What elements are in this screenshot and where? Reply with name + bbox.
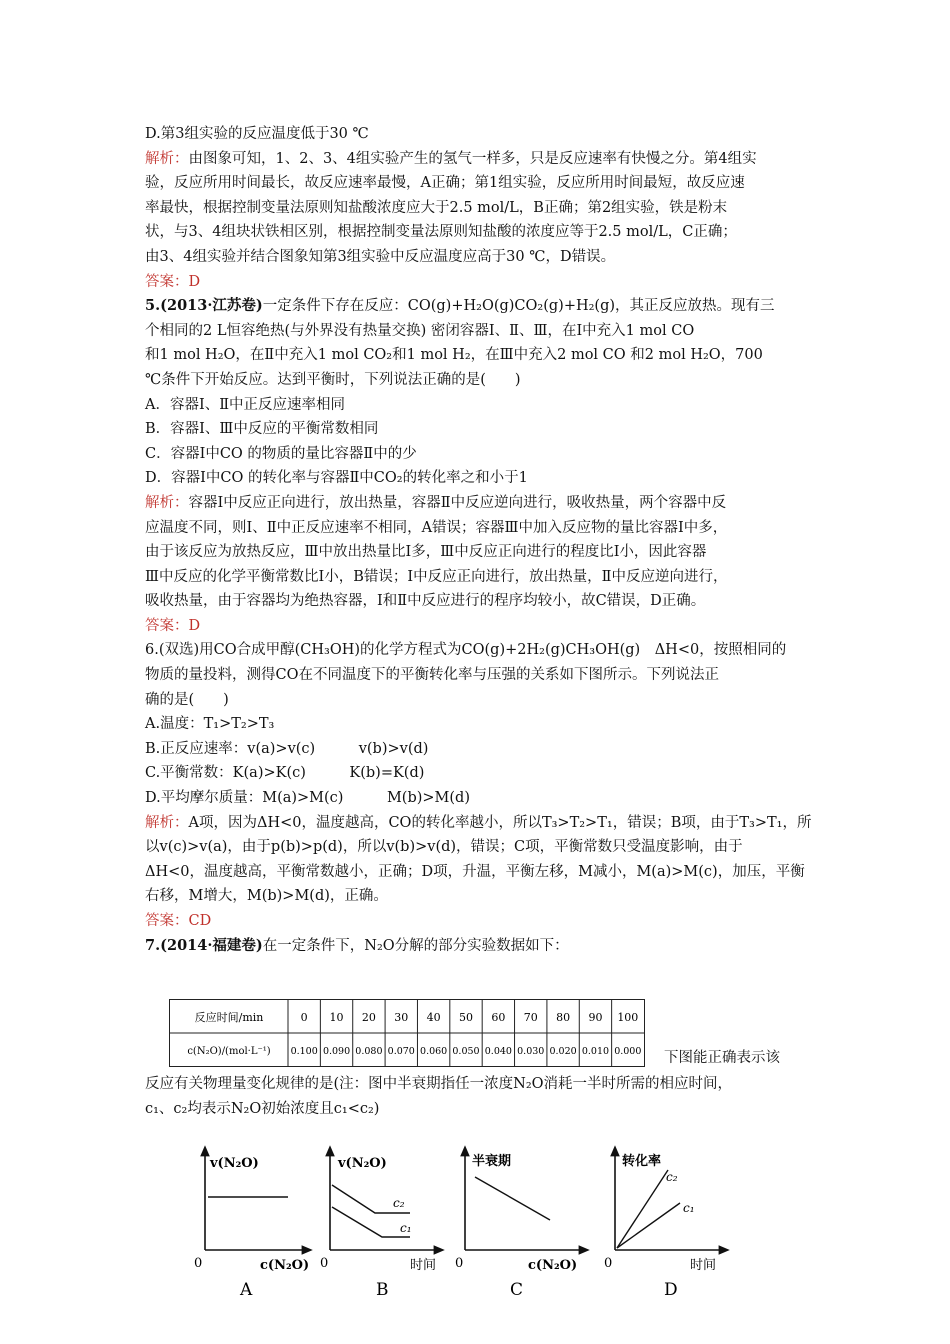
chart-d-line-c2 bbox=[617, 1170, 668, 1248]
table-cell-time: 40 bbox=[426, 1011, 441, 1024]
table-cell-time: 50 bbox=[459, 1011, 473, 1024]
table-cell-time: 70 bbox=[523, 1011, 538, 1024]
chart-a bbox=[194, 1150, 309, 1300]
line-lead: 验，反应所用时间最长，故反应速率最慢，A正确；第1组实验，反应所用时间最短，故反应速 bbox=[145, 175, 745, 192]
text-line bbox=[145, 294, 815, 319]
chart-d-c2: c₂ bbox=[666, 1170, 678, 1184]
text-line bbox=[145, 270, 815, 295]
line-lead: 吸收热量，由于容器均为绝热容器，Ⅰ和Ⅱ中反应进行的程序均较小，故C错误，D正确。 bbox=[145, 593, 706, 610]
chart-b-c1: c₁ bbox=[400, 1221, 412, 1235]
chart-c-letter: C bbox=[510, 1280, 524, 1300]
text-line bbox=[145, 860, 815, 885]
line-lead: ΔH<0，温度越高，平衡常数越小，正确；D项，升温，平衡左移，M减小，M(a)>M(c)，加压，平衡 bbox=[145, 863, 805, 880]
line-lead: 率最快，根据控制变量法原则知盐酸浓度应大于2.5 mol/L，B正确；第2组实验，铁是粉末 bbox=[145, 199, 728, 216]
line-lead: A．容器Ⅰ、Ⅱ中正反应速率相同 bbox=[145, 396, 346, 413]
chart-d-xlabel: 时间 bbox=[690, 1258, 717, 1273]
text-line bbox=[145, 712, 815, 737]
line-lead: 右移，M增大，M(b)>M(d)，正确。 bbox=[145, 888, 388, 905]
line-lead: D.第3组实验的反应温度低于30 ℃ bbox=[145, 126, 369, 142]
chart-b-c2: c₂ bbox=[393, 1196, 405, 1210]
chart-b-ylabel: v(N₂O) bbox=[338, 1156, 387, 1171]
chart-d-c1: c₁ bbox=[683, 1201, 695, 1215]
chart-b-line-c1 bbox=[332, 1207, 410, 1237]
data-table bbox=[169, 999, 645, 1067]
chart-c-xlabel: c(N₂O) bbox=[528, 1258, 578, 1273]
line-lead: 确的是( ) bbox=[145, 691, 229, 708]
table-cell-conc: 0.010 bbox=[581, 1046, 610, 1057]
table-cell-conc: 0.070 bbox=[387, 1046, 415, 1057]
text-line bbox=[145, 245, 815, 270]
line-lead: 以v(c)>v(a)，由于p(b)>p(d)，所以v(b)>v(d)，错误；C项，平衡常数只受温度影响，由于 bbox=[145, 839, 743, 856]
chart-c-line bbox=[475, 1177, 550, 1220]
text-line bbox=[145, 811, 815, 836]
line-lead: 和1 mol H₂O，在Ⅱ中充入1 mol CO₂和1 mol H₂，在Ⅲ中充入2 mol CO 和2 mol H₂O，700 bbox=[145, 347, 763, 364]
line-lead: B．容器Ⅰ、Ⅲ中反应的平衡常数相同 bbox=[145, 421, 379, 438]
table-cell-conc: 0.080 bbox=[355, 1046, 383, 1057]
text-line bbox=[145, 368, 815, 393]
text-line bbox=[145, 737, 815, 762]
text-line bbox=[145, 909, 815, 934]
text-line bbox=[145, 786, 815, 811]
table-cell-conc: 0.090 bbox=[322, 1046, 351, 1057]
after-table-lines bbox=[145, 1072, 732, 1121]
table-cell-time: 100 bbox=[617, 1011, 639, 1024]
table-cell-conc: 0.030 bbox=[517, 1046, 545, 1057]
text-line bbox=[145, 196, 815, 221]
after-line-2: c₁、c₂均表示N₂O初始浓度且c₁<c₂) bbox=[145, 1100, 380, 1117]
text-line bbox=[145, 614, 815, 639]
data-table-grid bbox=[170, 1000, 644, 1066]
line-lead: 6.(双选)用CO合成甲醇(CH₃OH)的化学方程式为CO(g)+2H₂(g)CH₃OH(g) ΔH<0，按照相同的 bbox=[145, 642, 787, 659]
chart-a-letter: A bbox=[240, 1280, 253, 1300]
after-line-1: 反应有关物理量变化规律的是(注：图中半衰期指任一浓度N₂O消耗一半时所需的相应时间， bbox=[145, 1076, 733, 1092]
text-line bbox=[145, 663, 815, 688]
line-lead: D.平均摩尔质量：M(a)>M(c) M(b)>M(d) bbox=[145, 790, 470, 807]
line-lead: 解析： bbox=[145, 814, 189, 831]
document-body bbox=[145, 122, 815, 958]
line-lead: 解析： bbox=[145, 494, 189, 511]
line-lead: 7.(2014·福建卷) bbox=[145, 936, 263, 954]
line-lead: 5.(2013·江苏卷) bbox=[145, 297, 263, 315]
chart-a-origin: 0 bbox=[194, 1256, 203, 1271]
table-cell-conc: 0.020 bbox=[549, 1046, 577, 1057]
table-cell-time: 10 bbox=[329, 1011, 344, 1024]
chart-d-line-c1 bbox=[617, 1203, 680, 1248]
text-line bbox=[145, 319, 815, 344]
text-line bbox=[145, 466, 815, 491]
text-line bbox=[145, 171, 815, 196]
table-header-conc: c(N₂O)/(mol·L⁻¹) bbox=[187, 1046, 271, 1057]
line-lead: D．容器Ⅰ中CO 的转化率与容器Ⅱ中CO₂的转化率之和小于1 bbox=[145, 470, 528, 487]
text-line bbox=[145, 122, 815, 147]
table-cell-conc: 0.000 bbox=[614, 1046, 642, 1057]
chart-a-xlabel: c(N₂O) bbox=[260, 1258, 310, 1273]
line-rest: A项，因为ΔH<0，温度越高，CO的转化率越小，所以T₃>T₂>T₁，错误；B项，由于T₃>T₁，所 bbox=[188, 814, 812, 831]
chart-c-origin: 0 bbox=[455, 1256, 464, 1271]
table-cell-time: 0 bbox=[300, 1011, 308, 1024]
line-lead: 物质的量投料，测得CO在不同温度下的平衡转化率与压强的关系如下图所示。下列说法正 bbox=[145, 667, 719, 684]
line-lead: 由3、4组实验并结合图象知第3组实验中反应温度应高于30 ℃，D错误。 bbox=[145, 248, 616, 265]
line-rest: 在一定条件下，N₂O分解的部分实验数据如下： bbox=[262, 937, 569, 954]
chart-c-ylabel: 半衰期 bbox=[472, 1154, 512, 1169]
text-line bbox=[145, 343, 815, 368]
line-rest: D bbox=[188, 617, 201, 634]
table-cell-time: 30 bbox=[394, 1011, 409, 1024]
text-line bbox=[145, 884, 815, 909]
chart-b-xlabel: 时间 bbox=[410, 1258, 437, 1273]
chart-b bbox=[320, 1150, 440, 1300]
line-lead: 应温度不同，则Ⅰ、Ⅱ中正反应速率不相同，A错误；容器Ⅲ中加入反应物的量比容器Ⅰ中多， bbox=[145, 519, 728, 536]
text-line bbox=[145, 147, 815, 172]
text-line bbox=[145, 516, 815, 541]
line-lead: 个相同的2 L恒容绝热(与外界没有热量交换) 密闭容器Ⅰ、Ⅱ、Ⅲ，在Ⅰ中充入1 mol CO bbox=[145, 322, 695, 339]
chart-d bbox=[604, 1150, 725, 1300]
line-lead: B.正反应速率：v(a)>v(c) v(b)>v(d) bbox=[145, 740, 429, 757]
line-lead: A.温度：T₁>T₂>T₃ bbox=[145, 716, 275, 733]
line-lead: 答案： bbox=[145, 273, 189, 290]
line-lead: C.平衡常数：K(a)>K(c) K(b)=K(d) bbox=[145, 765, 425, 782]
chart-b-origin: 0 bbox=[320, 1256, 329, 1271]
text-line bbox=[145, 638, 815, 663]
text-line bbox=[145, 934, 815, 959]
table-cell-time: 90 bbox=[588, 1011, 603, 1024]
line-lead: 状，与3、4组块状铁相区别，根据控制变量法原则知盐酸的浓度应等于2.5 mol/L，C正确； bbox=[145, 224, 737, 241]
table-cell-time: 80 bbox=[556, 1011, 571, 1024]
text-line bbox=[145, 835, 815, 860]
text-line bbox=[145, 220, 815, 245]
line-lead: 解析： bbox=[145, 150, 189, 167]
table-cell-conc: 0.050 bbox=[452, 1046, 480, 1057]
line-rest: 由图象可知，1、2、3、4组实验产生的氢气一样多，只是反应速率有快慢之分。第4组实 bbox=[188, 150, 757, 167]
chart-c bbox=[455, 1150, 585, 1300]
table-cell-conc: 0.040 bbox=[484, 1046, 512, 1057]
chart-a-ylabel: v(N₂O) bbox=[210, 1156, 259, 1171]
text-line bbox=[145, 565, 815, 590]
answer-charts bbox=[180, 1145, 740, 1305]
line-lead: 答案： bbox=[145, 617, 189, 634]
line-lead: 由于该反应为放热反应，Ⅲ中放出热量比Ⅰ多，Ⅲ中反应正向进行的程度比Ⅰ小，因此容器 bbox=[145, 544, 707, 561]
chart-d-origin: 0 bbox=[604, 1256, 613, 1271]
text-line bbox=[145, 540, 815, 565]
text-line bbox=[145, 393, 815, 418]
table-cell-time: 60 bbox=[491, 1011, 506, 1024]
line-lead: ℃条件下开始反应。达到平衡时，下列说法正确的是( ) bbox=[145, 371, 521, 388]
line-rest: 容器Ⅰ中反应正向进行，放出热量，容器Ⅱ中反应逆向进行，吸收热量，两个容器中反 bbox=[188, 494, 727, 511]
table-header-time: 反应时间/min bbox=[194, 1011, 264, 1024]
line-lead: Ⅲ中反应的化学平衡常数比Ⅰ小，B错误；Ⅰ中反应正向进行，放出热量，Ⅱ中反应逆向进行， bbox=[145, 568, 728, 585]
line-rest: CD bbox=[188, 913, 212, 929]
text-line bbox=[145, 417, 815, 442]
text-line bbox=[145, 491, 815, 516]
after-table-text: 下图能正确表示该 bbox=[664, 1050, 780, 1066]
table-cell-conc: 0.100 bbox=[290, 1046, 318, 1057]
line-lead: C．容器Ⅰ中CO 的物质的量比容器Ⅱ中的少 bbox=[145, 445, 417, 462]
table-cell-conc: 0.060 bbox=[420, 1046, 448, 1057]
line-lead: 答案： bbox=[145, 913, 189, 929]
line-rest: 一定条件下存在反应：CO(g)+H₂O(g)CO₂(g)+H₂(g)，其正反应放热。现有三 bbox=[262, 298, 775, 315]
chart-b-letter: B bbox=[376, 1280, 389, 1300]
text-line bbox=[145, 589, 815, 614]
line-rest: D bbox=[188, 273, 201, 290]
text-line bbox=[145, 761, 815, 786]
text-line bbox=[145, 442, 815, 467]
chart-d-ylabel: 转化率 bbox=[622, 1154, 662, 1169]
chart-d-letter: D bbox=[664, 1280, 678, 1300]
text-line bbox=[145, 688, 815, 713]
table-cell-time: 20 bbox=[361, 1011, 376, 1024]
